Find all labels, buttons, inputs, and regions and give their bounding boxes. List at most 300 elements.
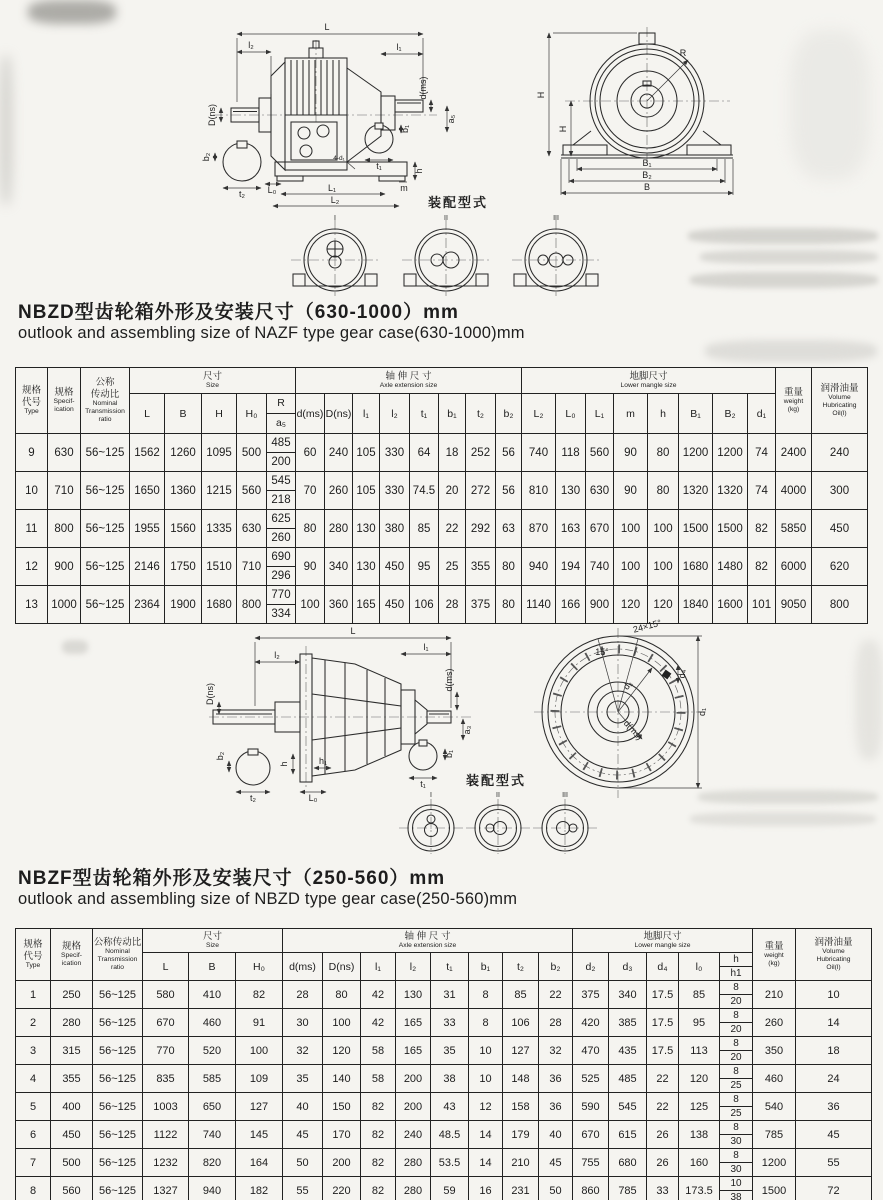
table-cell: 200 — [396, 1093, 431, 1121]
dimension-label: a₅ — [446, 114, 456, 124]
table-cell: 24 — [796, 1065, 872, 1093]
column-header: b₂ — [496, 394, 522, 434]
table-cell: 42 — [361, 1009, 396, 1037]
table-cell: 450 — [51, 1121, 93, 1149]
table-cell: 10 38 — [720, 1177, 753, 1200]
column-group-header: 轴 伸 尺 寸 Axle extension size — [283, 929, 573, 953]
dimension-label: l₂ — [248, 40, 254, 50]
table-cell: 350 — [753, 1037, 796, 1065]
table-cell: 240 — [396, 1121, 431, 1149]
column-group-header: 地脚尺寸 Lower mangle size — [573, 929, 753, 953]
scan-smudge — [705, 340, 877, 362]
table-cell: 105 — [353, 472, 380, 510]
table-cell: 109 — [236, 1065, 283, 1093]
table-cell: 280 — [325, 510, 353, 548]
table-cell: 91 — [236, 1009, 283, 1037]
table-cell: 56~125 — [81, 472, 130, 510]
table-cell: 100 — [236, 1037, 283, 1065]
table-cell: 60 — [296, 434, 325, 472]
dimension-label: d(ms) — [444, 668, 454, 692]
dimension-label: b₂ — [201, 152, 211, 162]
table-cell: 95 — [679, 1009, 720, 1037]
dimension-label: d₄ — [677, 669, 687, 679]
table-cell: 1003 — [143, 1093, 189, 1121]
table-cell: 17.5 — [647, 1009, 679, 1037]
table-cell: 56~125 — [93, 981, 143, 1009]
table-cell: 210 — [753, 981, 796, 1009]
table-cell: 5 — [16, 1093, 51, 1121]
table-cell: 340 — [325, 548, 353, 586]
table-cell: 800 — [237, 586, 267, 624]
table-cell: 280 — [51, 1009, 93, 1037]
table-cell: 330 — [380, 472, 410, 510]
table-row — [16, 548, 868, 586]
table-cell: 64 — [410, 434, 439, 472]
dimension-label: 15° — [595, 647, 609, 657]
dimension-label: 4-d₁ — [333, 155, 345, 162]
table-cell: 36 — [539, 1093, 573, 1121]
column-header: t₁ — [431, 953, 469, 981]
column-header: R a₅ — [267, 394, 296, 434]
dimension-label: 24×15° — [631, 617, 663, 635]
table-cell: 170 — [323, 1121, 361, 1149]
table-cell: 74 — [748, 434, 776, 472]
table-cell: 240 — [812, 434, 868, 472]
table-cell: 14 — [469, 1149, 503, 1177]
table-cell: 1510 — [202, 548, 237, 586]
dimension-label: L₀ — [267, 185, 277, 195]
table-cell: 45 — [796, 1121, 872, 1149]
table-cell: 560 — [237, 472, 267, 510]
table-cell: 163 — [556, 510, 586, 548]
column-header: t₂ — [466, 394, 496, 434]
table-cell: 80 — [648, 472, 679, 510]
table-cell: 10 — [796, 981, 872, 1009]
table-cell: 56~125 — [93, 1121, 143, 1149]
column-header: l₀ — [679, 953, 720, 981]
table-row — [16, 510, 868, 548]
table-cell: 740 — [522, 434, 556, 472]
table-cell: 40 — [539, 1121, 573, 1149]
dimension-label: R — [679, 48, 687, 58]
table-cell: 26 — [647, 1121, 679, 1149]
dimension-label: l₁ — [396, 42, 402, 52]
table-cell: 940 — [189, 1177, 236, 1200]
table-cell: 315 — [51, 1037, 93, 1065]
table-cell: 35 — [431, 1037, 469, 1065]
table-cell: 80 — [296, 510, 325, 548]
column-group-header: 润滑油量 Volume Hubricating Oil(l) — [796, 929, 872, 981]
table-cell: 292 — [466, 510, 496, 548]
dimension-label: D(ns) — [207, 104, 217, 126]
table-cell: 106 — [410, 586, 439, 624]
column-header: b₁ — [469, 953, 503, 981]
table-cell: 56~125 — [81, 434, 130, 472]
column-header: L — [130, 394, 165, 434]
dimension-label: b₁ — [444, 749, 454, 759]
table-cell: 53.5 — [431, 1149, 469, 1177]
table-cell: 30 — [283, 1009, 323, 1037]
table-cell: 63 — [496, 510, 522, 548]
table-cell: 127 — [503, 1037, 539, 1065]
table-cell: 670 — [586, 510, 614, 548]
table-cell: 680 — [609, 1149, 647, 1177]
table-cell: 231 — [503, 1177, 539, 1200]
table-cell: 385 — [609, 1009, 647, 1037]
column-header: h — [648, 394, 679, 434]
nbzf-spec-table — [15, 928, 872, 1200]
column-group-header: 重量 weight (kg) — [753, 929, 796, 981]
table-cell: 260 — [325, 472, 353, 510]
column-header: d₂ — [573, 953, 609, 981]
scan-smudge — [855, 640, 883, 760]
dimension-label: h — [279, 761, 289, 767]
table-cell: 545 218 — [267, 472, 296, 510]
table-cell: 340 — [609, 981, 647, 1009]
table-cell: 1 — [16, 981, 51, 1009]
table-cell: 55 — [796, 1149, 872, 1177]
table-cell: 8 25 — [720, 1065, 753, 1093]
table-cell: 355 — [466, 548, 496, 586]
table-cell: 45 — [283, 1121, 323, 1149]
table-cell: 630 — [586, 472, 614, 510]
table-cell: 16 — [469, 1177, 503, 1200]
table-cell: 560 — [51, 1177, 93, 1200]
table-cell: 36 — [539, 1065, 573, 1093]
column-header: t₁ — [410, 394, 439, 434]
table-cell: 138 — [679, 1121, 720, 1149]
table-cell: 1600 — [713, 586, 748, 624]
table-cell: 120 — [614, 586, 648, 624]
table-cell: 10 — [469, 1037, 503, 1065]
column-header: l₂ — [380, 394, 410, 434]
table-cell: 165 — [396, 1037, 431, 1065]
table-cell: 17.5 — [647, 981, 679, 1009]
table-cell: 1095 — [202, 434, 237, 472]
assembly-variant-numeral: I — [430, 792, 432, 799]
table-cell: 8 30 — [720, 1121, 753, 1149]
table-cell: 900 — [48, 548, 81, 586]
table-cell: 8 20 — [720, 1037, 753, 1065]
table-cell: 1000 — [48, 586, 81, 624]
dimension-label: L — [324, 22, 330, 32]
table-cell: 85 — [410, 510, 439, 548]
table-cell: 870 — [522, 510, 556, 548]
table-cell: 330 — [380, 434, 410, 472]
table-cell: 450 — [812, 510, 868, 548]
table-cell: 14 — [469, 1121, 503, 1149]
table-cell: 56~125 — [81, 548, 130, 586]
table-cell: 150 — [323, 1093, 361, 1121]
table-cell: 13 — [16, 586, 48, 624]
dimension-label: l₁ — [423, 642, 429, 652]
table-cell: 56~125 — [81, 510, 130, 548]
table-cell: 1200 — [679, 434, 713, 472]
table-cell: 375 — [466, 586, 496, 624]
table-cell: 740 — [586, 548, 614, 586]
table-cell: 74.5 — [410, 472, 439, 510]
table-cell: 70 — [296, 472, 325, 510]
table-cell: 1680 — [202, 586, 237, 624]
table-cell: 450 — [380, 586, 410, 624]
dimension-label: l₂ — [274, 650, 280, 660]
column-header: L₂ — [522, 394, 556, 434]
column-group-header: 规格 代号 Type — [16, 929, 51, 981]
column-group-header: 规格 Specif- ication — [48, 368, 81, 434]
assembly-variant-numeral: I — [334, 215, 336, 222]
nbzd-side-view-drawing — [185, 12, 485, 217]
table-cell: 40 — [283, 1093, 323, 1121]
table-cell: 165 — [396, 1009, 431, 1037]
column-header: B₂ — [713, 394, 748, 434]
table-cell: 72 — [796, 1177, 872, 1200]
table-cell: 4 — [16, 1065, 51, 1093]
table-cell: 22 — [647, 1093, 679, 1121]
column-header: H₀ — [236, 953, 283, 981]
scan-smudge — [62, 640, 88, 654]
table-cell: 1750 — [165, 548, 202, 586]
table-cell: 1500 — [713, 510, 748, 548]
table-row — [16, 472, 868, 510]
table-cell: 59 — [431, 1177, 469, 1200]
column-group-header: 轴 伸 尺 寸 Axle extension size — [296, 368, 522, 394]
table-cell: 182 — [236, 1177, 283, 1200]
table-cell: 8 20 — [720, 1009, 753, 1037]
table-cell: 120 — [679, 1065, 720, 1093]
table-cell: 940 — [522, 548, 556, 586]
table-row — [16, 1121, 872, 1149]
table-cell: 18 — [439, 434, 466, 472]
table-cell: 32 — [539, 1037, 573, 1065]
dimension-label: L₁ — [327, 183, 337, 193]
table-cell: 1500 — [679, 510, 713, 548]
table-cell: 100 — [648, 510, 679, 548]
table-cell: 280 — [396, 1177, 431, 1200]
table-cell: 8 25 — [720, 1093, 753, 1121]
table-cell: 32 — [283, 1037, 323, 1065]
table-cell: 620 — [812, 548, 868, 586]
table-cell: 145 — [236, 1121, 283, 1149]
dimension-label: a₃ — [462, 725, 472, 735]
table-cell: 1900 — [165, 586, 202, 624]
column-header: d₁ — [748, 394, 776, 434]
table-cell: 860 — [573, 1177, 609, 1200]
table-cell: 272 — [466, 472, 496, 510]
table-cell: 31 — [431, 981, 469, 1009]
scan-smudge — [790, 30, 870, 180]
table-cell: 485 — [609, 1065, 647, 1093]
column-header: L₁ — [586, 394, 614, 434]
assembly-variant-numeral: II — [444, 215, 448, 222]
table-cell: 785 — [609, 1177, 647, 1200]
table-cell: 158 — [503, 1093, 539, 1121]
scan-smudge — [28, 0, 116, 24]
table-cell: 80 — [496, 548, 522, 586]
table-cell: 410 — [189, 981, 236, 1009]
table-cell: 580 — [143, 981, 189, 1009]
table-cell: 12 — [469, 1093, 503, 1121]
table-cell: 50 — [283, 1149, 323, 1177]
table-cell: 710 — [48, 472, 81, 510]
table-row — [16, 981, 872, 1009]
table-cell: 58 — [361, 1037, 396, 1065]
table-cell: 10 — [16, 472, 48, 510]
table-cell: 9050 — [776, 586, 812, 624]
dimension-label: H — [558, 125, 568, 133]
table-row — [16, 1037, 872, 1065]
table-cell: 590 — [573, 1093, 609, 1121]
column-header: L₀ — [556, 394, 586, 434]
table-cell: 820 — [189, 1149, 236, 1177]
table-cell: 28 — [283, 981, 323, 1009]
column-group-header: 规格 Specif- ication — [51, 929, 93, 981]
table-cell: 28 — [439, 586, 466, 624]
table-cell: 1955 — [130, 510, 165, 548]
dimension-label: d(ms) — [418, 76, 428, 100]
table-cell: 95 — [410, 548, 439, 586]
dimension-label: t₂ — [250, 793, 256, 803]
dimension-label: B₂ — [642, 170, 652, 180]
column-header: D(ns) — [323, 953, 361, 981]
assembly-type-label: 装配型式 — [428, 195, 489, 210]
table-cell: 755 — [573, 1149, 609, 1177]
column-header: m — [614, 394, 648, 434]
table-cell: 540 — [753, 1093, 796, 1121]
table-cell: 101 — [748, 586, 776, 624]
table-cell: 615 — [609, 1121, 647, 1149]
column-header: B — [189, 953, 236, 981]
assembly-type-label: 装配型式 — [466, 773, 527, 788]
table-cell: 560 — [586, 434, 614, 472]
table-cell: 835 — [143, 1065, 189, 1093]
table-cell: 1320 — [679, 472, 713, 510]
column-header: B — [165, 394, 202, 434]
table-cell: 500 — [237, 434, 267, 472]
table-cell: 1480 — [713, 548, 748, 586]
table-cell: 1232 — [143, 1149, 189, 1177]
table-cell: 80 — [323, 981, 361, 1009]
table-cell: 740 — [189, 1121, 236, 1149]
table-cell: 85 — [503, 981, 539, 1009]
table-cell: 800 — [812, 586, 868, 624]
table-cell: 6 — [16, 1121, 51, 1149]
table-cell: 380 — [380, 510, 410, 548]
table-cell: 670 — [143, 1009, 189, 1037]
table-cell: 8 — [469, 1009, 503, 1037]
assembly-variant-numeral: II — [496, 792, 500, 799]
column-group-header: 公称 传动比 Nominal Transmission ratio — [81, 368, 130, 434]
column-header: l₁ — [361, 953, 396, 981]
table-cell: 120 — [648, 586, 679, 624]
table-cell: 82 — [236, 981, 283, 1009]
column-header: l₂ — [396, 953, 431, 981]
table-cell: 56~125 — [81, 586, 130, 624]
scan-smudge — [0, 55, 12, 205]
table-cell: 130 — [396, 981, 431, 1009]
column-header: t₂ — [503, 953, 539, 981]
table-cell: 58 — [361, 1065, 396, 1093]
table-cell: 22 — [439, 510, 466, 548]
table-cell: 100 — [614, 510, 648, 548]
table-cell: 200 — [323, 1149, 361, 1177]
nbzd-front-view-drawing — [525, 15, 775, 210]
column-header: b₂ — [539, 953, 573, 981]
table-cell: 2364 — [130, 586, 165, 624]
table-cell: 127 — [236, 1093, 283, 1121]
table-cell: 33 — [431, 1009, 469, 1037]
table-cell: 100 — [614, 548, 648, 586]
table-cell: 166 — [556, 586, 586, 624]
table-cell: 460 — [189, 1009, 236, 1037]
table-cell: 45 — [539, 1149, 573, 1177]
dimension-label: d₃ — [621, 678, 635, 692]
table-cell: 100 — [648, 548, 679, 586]
column-group-header: 润滑油量 Volume Hubricating Oil(l) — [812, 368, 868, 434]
table-cell: 4000 — [776, 472, 812, 510]
table-cell: 82 — [361, 1149, 396, 1177]
column-header: d₄ — [647, 953, 679, 981]
table-cell: 28 — [539, 1009, 573, 1037]
table-cell: 165 — [353, 586, 380, 624]
table-cell: 420 — [573, 1009, 609, 1037]
table-row — [16, 1009, 872, 1037]
column-header: d₃ — [609, 953, 647, 981]
table-cell: 280 — [396, 1149, 431, 1177]
table-cell: 1680 — [679, 548, 713, 586]
column-group-header: 规格 代号 Type — [16, 368, 48, 434]
table-cell: 210 — [503, 1149, 539, 1177]
table-cell: 56 — [496, 472, 522, 510]
column-header: B₁ — [679, 394, 713, 434]
table-cell: 900 — [586, 586, 614, 624]
dimension-label: h — [414, 168, 424, 174]
table-cell: 1327 — [143, 1177, 189, 1200]
table-cell: 82 — [361, 1093, 396, 1121]
scan-smudge — [688, 228, 878, 244]
table-row — [16, 586, 868, 624]
column-header: D(ns) — [325, 394, 353, 434]
table-cell: 113 — [679, 1037, 720, 1065]
nbzd-assembly-type-diagrams — [288, 212, 608, 300]
table-cell: 164 — [236, 1149, 283, 1177]
table-cell: 1360 — [165, 472, 202, 510]
table-cell: 26 — [647, 1149, 679, 1177]
section1-title-en: outlook and assembling size of NAZF type gear case(630-1000)mm — [18, 324, 525, 342]
table-cell: 800 — [48, 510, 81, 548]
column-header: l₁ — [353, 394, 380, 434]
nbzf-flange-view-drawing — [528, 615, 733, 805]
table-cell: 1560 — [165, 510, 202, 548]
table-cell: 11 — [16, 510, 48, 548]
table-cell: 260 — [753, 1009, 796, 1037]
table-cell: 2 — [16, 1009, 51, 1037]
table-cell: 1215 — [202, 472, 237, 510]
assembly-variant-numeral: III — [553, 215, 559, 222]
table-cell: 585 — [189, 1065, 236, 1093]
table-cell: 38 — [431, 1065, 469, 1093]
table-cell: 650 — [189, 1093, 236, 1121]
dimension-label: B₁ — [642, 158, 652, 168]
table-cell: 140 — [323, 1065, 361, 1093]
table-cell: 520 — [189, 1037, 236, 1065]
table-cell: 1320 — [713, 472, 748, 510]
dimension-label: m — [400, 183, 408, 193]
dimension-label: b₂ — [215, 751, 225, 761]
nbzf-assembly-type-diagrams — [393, 790, 623, 856]
table-cell: 6000 — [776, 548, 812, 586]
table-cell: 22 — [647, 1065, 679, 1093]
table-cell: 435 — [609, 1037, 647, 1065]
